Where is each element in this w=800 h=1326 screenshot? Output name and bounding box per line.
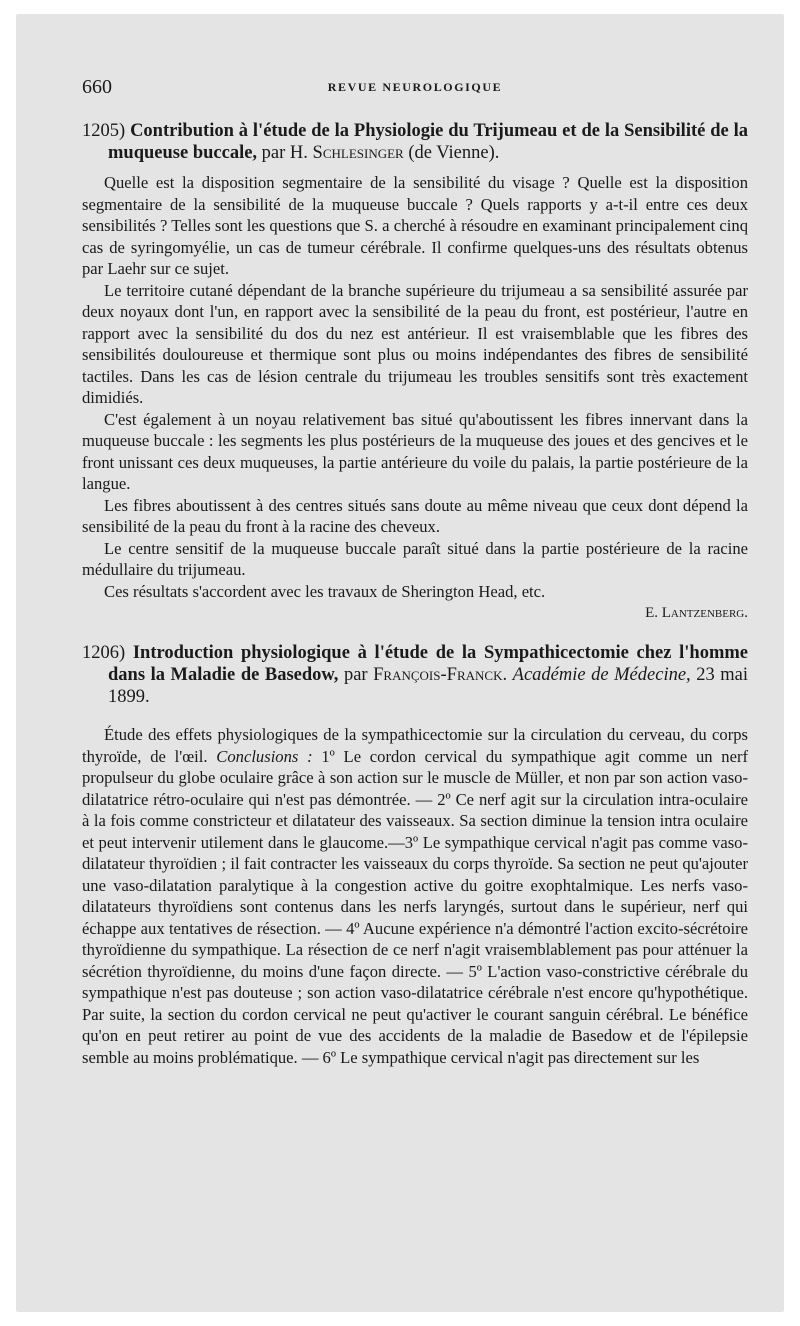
- journal-title: REVUE NEUROLOGIQUE: [327, 80, 503, 94]
- signature: E. Lantzenberg.: [645, 605, 748, 621]
- entry-heading: [82, 642, 748, 708]
- entry-number: 1205): [82, 121, 126, 141]
- page-number: 660: [82, 76, 112, 98]
- entry-place: (de Vienne).: [408, 143, 500, 163]
- page-content: [82, 76, 748, 1068]
- paragraph: Quelle est la disposition segmentaire de la sensibilité du visage ? Quelle est la disposition segmentaire de la sensibilité de la muqueuse buccale ? Quels rapports y a-t-il entre ces deux sensibilités ? Telles sont les questions que S. a cherché à résoudre en examinant principalement cinq cas de syringomyélie, un cas de tumeur cérébrale. Il confirme quelques-uns des résultats obtenus par Laehr sur ce sujet.: [82, 173, 748, 278]
- scanned-page: [16, 14, 784, 1312]
- conclusions-text: 1º Le cordon cervical du sympathique agit comme un nerf propulseur du globe oculaire grâce à son action sur le muscle de Müller, et non par son action vaso-dilatatrice rétro-oculaire qui n'est pas démontrée. — 2º Ce nerf agit sur la circulation intra-oculaire à la fois comme constricteur et dilatateur des vaisseaux. Sa section diminue la tension intra oculaire et peut intervenir utilement dans le glaucome.—3º Le sympathique cervical n'agit pas comme vaso-dilatateur thyroïdien ; il fait contracter les vaisseaux du corps thyroïde. Sa section ne peut qu'ajouter une vaso-dilatation paralytique à la congestion active du goitre exophtalmique. Les nerfs vaso-dilatateurs thyroïdiens sont contenus dans les nerfs laryngés, surtout dans le supérieur, nerf qui échappe aux tentatives de résection. — 4º Aucune expérience n'a démontré l'action excito-sécrétoire thyroïdienne du sympathique. La résection de ce nerf n'agit vraisemblablement pas pour atténuer la sécrétion thyroïdienne, du moins d'une façon directe. — 5º L'action vaso-constrictive cérébrale du sympathique n'est pas douteuse ; son action vaso-dilatatrice cérébrale n'est encore qu'hypothétique. Par suite, la section du cordon cervical ne peut qu'activer le courant sanguin cérébral. Le bénéfice qu'on en peut retirer au point de vue des accidents de la maladie de Basedow et de l'épilepsie semble au moins problématique. — 6º Le sympathique cervical n'agit pas directement sur les: [82, 746, 748, 1067]
- entry-title: Contribution à l'étude de la Physiologie du Trijumeau et de la Sensibilité de la muqueuse buccale,: [108, 121, 748, 163]
- paragraph: [82, 724, 748, 1068]
- entry-author: François-Franck.: [373, 665, 508, 685]
- conclusions-label: Conclusions :: [216, 746, 313, 766]
- abstract-entry-1205: [82, 120, 748, 624]
- entry-venue: Académie de Médecine,: [512, 665, 691, 685]
- entry-heading: [82, 120, 748, 164]
- paragraph: C'est également à un noyau relativement bas situé qu'aboutissent les fibres innervant dans la muqueuse buccale : les segments les plus postérieurs de la muqueuse des joues et des gencives et le front unissant ces deux muqueuses, la partie antérieure du voile du palais, la partie postérieure de la langue.: [82, 409, 748, 493]
- paragraph: Le territoire cutané dépendant de la branche supérieure du trijumeau a sa sensibilité assurée par deux noyaux dont l'un, en rapport avec la sensibilité de la peau du front, est postérieur, l'autre en rapport avec la sensibilité du dos du nez est antérieur. Il est vraisemblable que les fibres des sensibilités douloureuse et thermique sont plus ou moins indépendantes des fibres de sensibilité tactiles. Dans les cas de lésion centrale du trijumeau les troubles sensitifs sont très exactement dimidiés.: [82, 280, 748, 407]
- paragraph: Ces résultats s'accordent avec les travaux de Sherington Head, etc.: [104, 581, 546, 601]
- entry-par: par H.: [261, 143, 308, 163]
- entry-title: Introduction physiologique à l'étude de la Sympathicectomie chez l'homme dans la Maladie de Basedow,: [108, 643, 748, 685]
- entry-date: 23 mai 1899.: [108, 665, 749, 707]
- entry-author: Schlesinger: [312, 143, 404, 163]
- intro-text: Étude des effets physiologiques de la sympathicectomie sur la circulation du cerveau, du corps thyroïde, de l'œil.: [82, 725, 748, 766]
- entry-par: par: [343, 665, 368, 685]
- paragraph: Les fibres aboutissent à des centres situés sans doute au même niveau que ceux dont dépend la sensibilité de la peau du front à la racine des cheveux.: [82, 495, 748, 536]
- running-header: [82, 76, 748, 106]
- paragraph: Le centre sensitif de la muqueuse buccale paraît situé dans la partie postérieure de la racine médullaire du trijumeau.: [82, 538, 748, 579]
- abstract-entry-1206: [82, 642, 748, 1068]
- entry-number: 1206): [82, 643, 126, 663]
